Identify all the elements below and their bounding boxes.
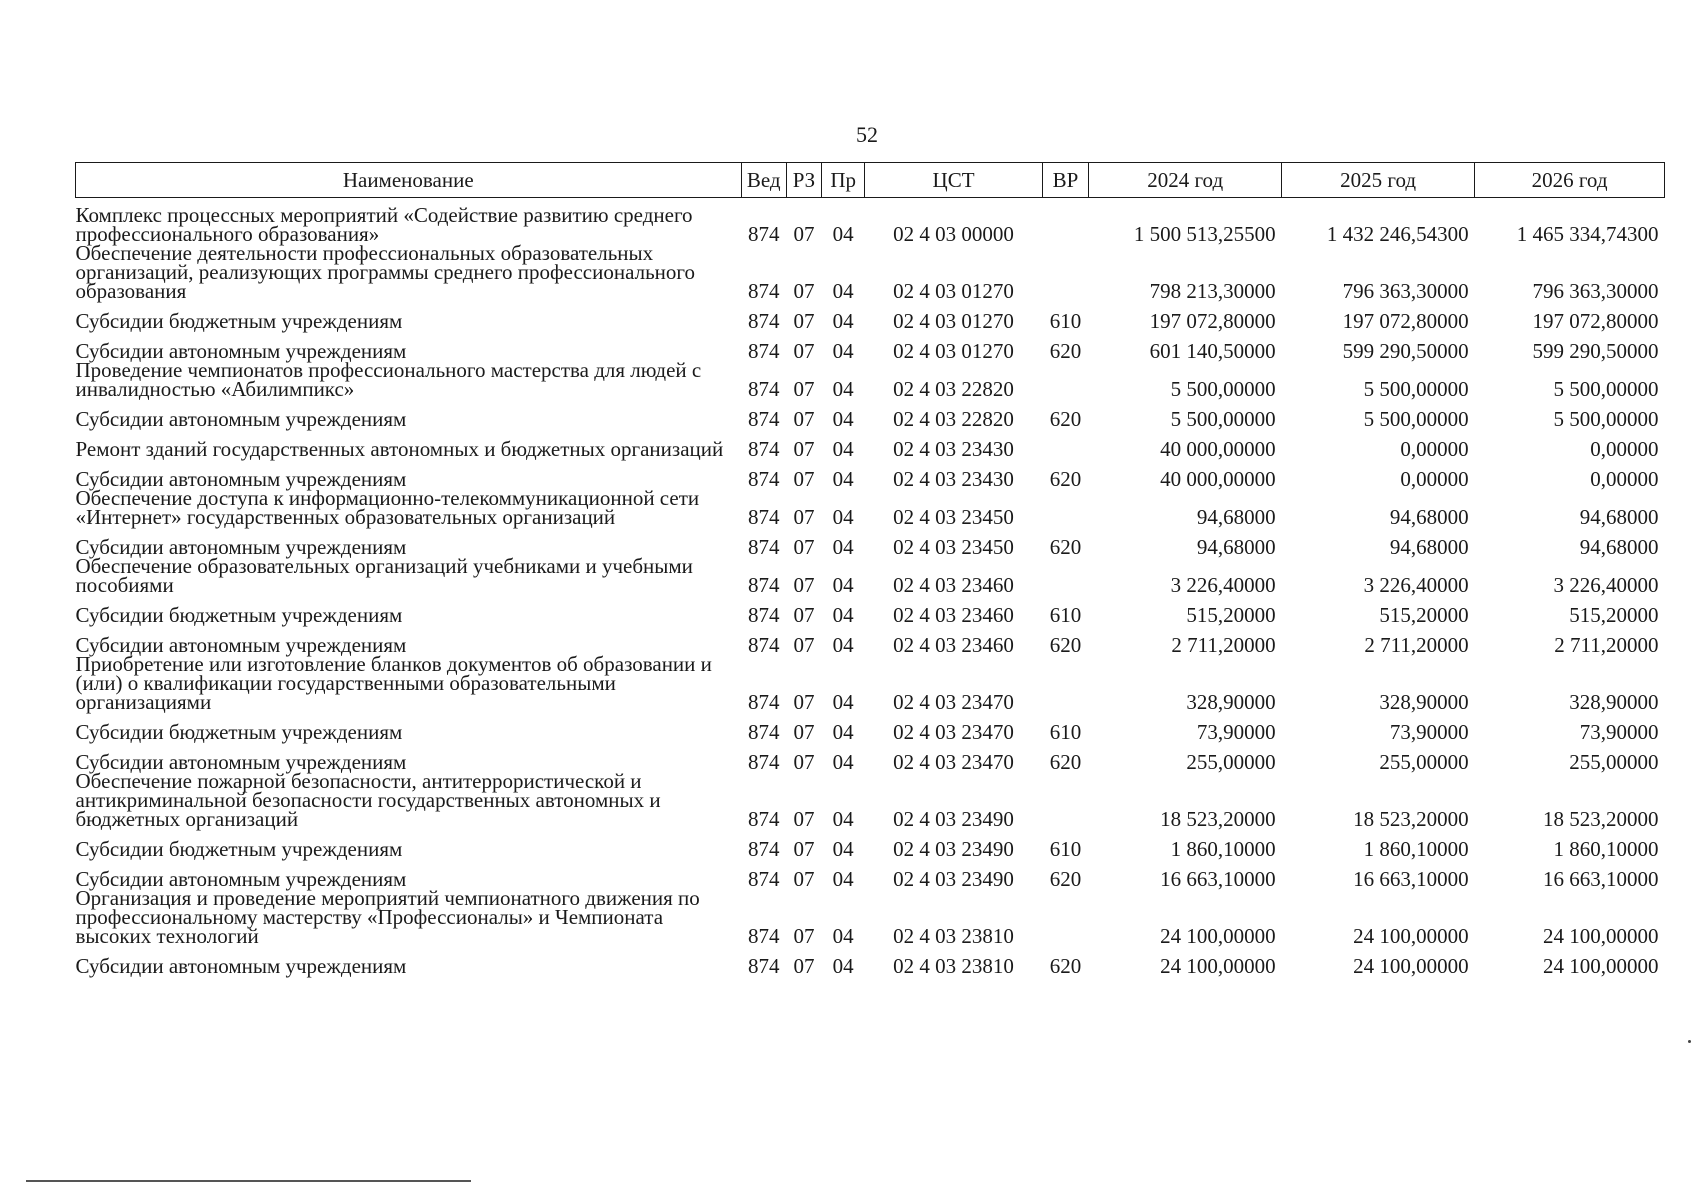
cell-ved: 874 bbox=[747, 867, 780, 891]
cell-2025: 18 523,20000 bbox=[1353, 807, 1469, 831]
cell-pr: 04 bbox=[832, 924, 854, 948]
cell-cst: 02 4 03 23490 bbox=[893, 837, 1014, 861]
header-vr: ВР bbox=[1042, 163, 1088, 198]
cell-vr: 620 bbox=[1049, 535, 1082, 559]
cell-ved: 874 bbox=[747, 377, 780, 401]
cell-ved: 874 bbox=[747, 222, 780, 246]
cell-2024: 94,68000 bbox=[1196, 505, 1276, 529]
page-number: 52 bbox=[856, 122, 878, 147]
cell-2025: 24 100,00000 bbox=[1353, 924, 1469, 948]
cell-ved: 874 bbox=[747, 505, 780, 529]
cell-pr: 04 bbox=[832, 377, 854, 401]
cell-2025: 255,00000 bbox=[1379, 750, 1469, 774]
cell-cst: 02 4 03 23810 bbox=[893, 924, 1014, 948]
header-2026: 2026 год bbox=[1475, 163, 1665, 198]
cell-cst: 02 4 03 01270 bbox=[893, 309, 1014, 333]
cell-ved: 874 bbox=[747, 339, 780, 363]
cell-2024: 255,00000 bbox=[1186, 750, 1276, 774]
cell-ved: 874 bbox=[747, 690, 780, 714]
cell-vr: 620 bbox=[1049, 750, 1082, 774]
cell-cst: 02 4 03 01270 bbox=[893, 339, 1014, 363]
cell-pr: 04 bbox=[832, 954, 854, 978]
cell-cst: 02 4 03 00000 bbox=[893, 222, 1014, 246]
cell-2024: 18 523,20000 bbox=[1160, 807, 1276, 831]
cell-name: Субсидии автономным учреждениям bbox=[75, 407, 407, 431]
cell-vr: 620 bbox=[1049, 867, 1082, 891]
header-name: Наименование bbox=[76, 163, 742, 198]
cell-vr: 610 bbox=[1049, 309, 1082, 333]
cell-ved: 874 bbox=[747, 807, 780, 831]
cell-pr: 04 bbox=[832, 807, 854, 831]
table-header-row bbox=[76, 163, 1665, 198]
header-ved: Вед bbox=[741, 163, 786, 198]
cell-ved: 874 bbox=[747, 954, 780, 978]
cell-rz: 07 bbox=[793, 222, 815, 246]
table-body bbox=[76, 198, 1665, 977]
cell-2026: 16 663,10000 bbox=[1543, 867, 1659, 891]
cell-cst: 02 4 03 23460 bbox=[893, 603, 1014, 627]
cell-2024: 5 500,00000 bbox=[1170, 407, 1276, 431]
cell-2026: 5 500,00000 bbox=[1553, 377, 1659, 401]
cell-ved: 874 bbox=[747, 573, 780, 597]
cell-pr: 04 bbox=[832, 407, 854, 431]
cell-2026: 24 100,00000 bbox=[1543, 924, 1659, 948]
cell-name: Субсидии бюджетным учреждениям bbox=[75, 603, 403, 627]
cell-pr: 04 bbox=[832, 279, 854, 303]
cell-name: Субсидии бюджетным учреждениям bbox=[75, 837, 403, 861]
cell-vr bbox=[1042, 429, 1088, 459]
cell-2026: 2 711,20000 bbox=[1554, 633, 1659, 657]
cell-rz: 07 bbox=[793, 924, 815, 948]
cell-cst: 02 4 03 01270 bbox=[893, 279, 1014, 303]
cell-vr: 620 bbox=[1049, 633, 1082, 657]
cell-2024: 5 500,00000 bbox=[1170, 377, 1276, 401]
table-row bbox=[76, 459, 1665, 489]
table-row bbox=[76, 429, 1665, 459]
cell-rz: 07 bbox=[793, 339, 815, 363]
header-pr: Пр bbox=[821, 163, 864, 198]
cell-vr: 620 bbox=[1049, 339, 1082, 363]
scan-dot bbox=[1688, 1040, 1691, 1043]
cell-cst: 02 4 03 23490 bbox=[893, 867, 1014, 891]
cell-name: Субсидии автономным учреждениям bbox=[75, 750, 407, 774]
cell-name: Обеспечение пожарной безопасности, антитеррористической и антикриминальной безопасности государственных автономных и бюджетных организаций bbox=[75, 769, 661, 831]
cell-vr: 610 bbox=[1049, 603, 1082, 627]
cell-2024: 94,68000 bbox=[1196, 535, 1276, 559]
table-row bbox=[76, 772, 1665, 829]
cell-2026: 73,90000 bbox=[1579, 720, 1659, 744]
cell-2024: 40 000,00000 bbox=[1160, 437, 1276, 461]
cell-2025: 599 290,50000 bbox=[1342, 339, 1469, 363]
cell-name: Субсидии бюджетным учреждениям bbox=[75, 720, 403, 744]
cell-2025: 796 363,30000 bbox=[1342, 279, 1469, 303]
cell-pr: 04 bbox=[832, 339, 854, 363]
cell-vr bbox=[1042, 489, 1088, 527]
cell-vr: 620 bbox=[1049, 407, 1082, 431]
header-2024: 2024 год bbox=[1089, 163, 1282, 198]
cell-name: Организация и проведение мероприятий чемпионатного движения по профессиональному мастерству «Профессионалы» и Чемпионата высоких технологий bbox=[75, 886, 700, 948]
cell-ved: 874 bbox=[747, 837, 780, 861]
cell-cst: 02 4 03 23490 bbox=[893, 807, 1014, 831]
cell-rz: 07 bbox=[793, 279, 815, 303]
cell-cst: 02 4 03 23430 bbox=[893, 437, 1014, 461]
cell-cst: 02 4 03 23810 bbox=[893, 954, 1014, 978]
cell-2025: 0,00000 bbox=[1400, 437, 1469, 461]
cell-2024: 515,20000 bbox=[1186, 603, 1276, 627]
cell-2025: 328,90000 bbox=[1379, 690, 1469, 714]
cell-pr: 04 bbox=[832, 505, 854, 529]
cell-2026: 515,20000 bbox=[1569, 603, 1659, 627]
table-row bbox=[76, 655, 1665, 712]
cell-rz: 07 bbox=[793, 535, 815, 559]
cell-name: Ремонт зданий государственных автономных и бюджетных организаций bbox=[75, 437, 724, 461]
cell-rz: 07 bbox=[793, 309, 815, 333]
cell-2025: 73,90000 bbox=[1389, 720, 1469, 744]
table-row bbox=[76, 557, 1665, 595]
cell-2025: 3 226,40000 bbox=[1363, 573, 1469, 597]
cell-2024: 601 140,50000 bbox=[1149, 339, 1276, 363]
header-2025: 2025 год bbox=[1282, 163, 1475, 198]
cell-2025: 0,00000 bbox=[1400, 467, 1469, 491]
cell-ved: 874 bbox=[747, 750, 780, 774]
cell-name: Субсидии автономным учреждениям bbox=[75, 954, 407, 978]
cell-ved: 874 bbox=[747, 720, 780, 744]
cell-vr bbox=[1042, 772, 1088, 829]
cell-name: Проведение чемпионатов профессионального мастерства для людей с инвалидностью «Абилимпикс» bbox=[75, 358, 702, 401]
cell-2024: 40 000,00000 bbox=[1160, 467, 1276, 491]
cell-2026: 3 226,40000 bbox=[1553, 573, 1659, 597]
header-cst: ЦСТ bbox=[865, 163, 1042, 198]
cell-2026: 1 465 334,74300 bbox=[1516, 222, 1659, 246]
cell-2025: 94,68000 bbox=[1389, 505, 1469, 529]
table-row bbox=[76, 889, 1665, 946]
cell-2024: 328,90000 bbox=[1186, 690, 1276, 714]
cell-pr: 04 bbox=[832, 467, 854, 491]
cell-2026: 24 100,00000 bbox=[1543, 954, 1659, 978]
cell-ved: 874 bbox=[747, 603, 780, 627]
cell-name: Субсидии автономным учреждениям bbox=[75, 633, 407, 657]
cell-name: Приобретение или изготовление бланков документов об образовании и (или) о квалификации государственными образовательными организациями bbox=[75, 652, 712, 714]
cell-2025: 16 663,10000 bbox=[1353, 867, 1469, 891]
cell-rz: 07 bbox=[793, 720, 815, 744]
cell-pr: 04 bbox=[832, 633, 854, 657]
cell-pr: 04 bbox=[832, 309, 854, 333]
cell-rz: 07 bbox=[793, 954, 815, 978]
cell-name: Субсидии автономным учреждениям bbox=[75, 467, 407, 491]
cell-cst: 02 4 03 23470 bbox=[893, 720, 1014, 744]
cell-rz: 07 bbox=[793, 505, 815, 529]
cell-cst: 02 4 03 23430 bbox=[893, 467, 1014, 491]
cell-2026: 94,68000 bbox=[1579, 505, 1659, 529]
table-row bbox=[76, 946, 1665, 976]
cell-2024: 24 100,00000 bbox=[1160, 924, 1276, 948]
cell-2024: 24 100,00000 bbox=[1160, 954, 1276, 978]
cell-rz: 07 bbox=[793, 467, 815, 491]
cell-rz: 07 bbox=[793, 633, 815, 657]
cell-2026: 1 860,10000 bbox=[1553, 837, 1659, 861]
cell-rz: 07 bbox=[793, 407, 815, 431]
cell-2026: 328,90000 bbox=[1569, 690, 1659, 714]
cell-cst: 02 4 03 23450 bbox=[893, 505, 1014, 529]
cell-cst: 02 4 03 23460 bbox=[893, 633, 1014, 657]
cell-2024: 197 072,80000 bbox=[1149, 309, 1276, 333]
cell-2024: 1 860,10000 bbox=[1170, 837, 1276, 861]
cell-vr: 610 bbox=[1049, 720, 1082, 744]
cell-cst: 02 4 03 22820 bbox=[893, 407, 1014, 431]
cell-name: Обеспечение деятельности профессиональных образовательных организаций, реализующих программы среднего профессионального образования bbox=[75, 241, 695, 303]
cell-2024: 798 213,30000 bbox=[1149, 279, 1276, 303]
cell-cst: 02 4 03 23450 bbox=[893, 535, 1014, 559]
cell-2024: 16 663,10000 bbox=[1160, 867, 1276, 891]
table-row bbox=[76, 527, 1665, 557]
table-row bbox=[76, 489, 1665, 527]
table-row bbox=[76, 399, 1665, 429]
cell-ved: 874 bbox=[747, 279, 780, 303]
cell-ved: 874 bbox=[747, 407, 780, 431]
cell-rz: 07 bbox=[793, 573, 815, 597]
cell-pr: 04 bbox=[832, 837, 854, 861]
cell-2025: 2 711,20000 bbox=[1364, 633, 1469, 657]
cell-vr bbox=[1042, 557, 1088, 595]
table-row bbox=[76, 712, 1665, 742]
cell-rz: 07 bbox=[793, 837, 815, 861]
table-row bbox=[76, 595, 1665, 625]
cell-vr bbox=[1042, 655, 1088, 712]
cell-ved: 874 bbox=[747, 924, 780, 948]
table-row bbox=[76, 859, 1665, 889]
budget-table bbox=[75, 162, 1665, 976]
cell-pr: 04 bbox=[832, 603, 854, 627]
cell-2026: 0,00000 bbox=[1590, 437, 1659, 461]
cell-2026: 0,00000 bbox=[1590, 467, 1659, 491]
cell-2026: 796 363,30000 bbox=[1532, 279, 1659, 303]
cell-2025: 1 860,10000 bbox=[1363, 837, 1469, 861]
cell-2025: 5 500,00000 bbox=[1363, 407, 1469, 431]
cell-pr: 04 bbox=[832, 535, 854, 559]
table-row bbox=[76, 198, 1665, 245]
cell-pr: 04 bbox=[832, 573, 854, 597]
cell-cst: 02 4 03 22820 bbox=[893, 377, 1014, 401]
cell-vr bbox=[1042, 198, 1088, 245]
cell-name: Субсидии автономным учреждениям bbox=[75, 867, 407, 891]
cell-pr: 04 bbox=[832, 437, 854, 461]
scan-underline-fragment bbox=[26, 1180, 471, 1182]
cell-2026: 599 290,50000 bbox=[1532, 339, 1659, 363]
cell-ved: 874 bbox=[747, 535, 780, 559]
cell-2025: 24 100,00000 bbox=[1353, 954, 1469, 978]
cell-2026: 5 500,00000 bbox=[1553, 407, 1659, 431]
cell-vr bbox=[1042, 361, 1088, 399]
cell-vr: 620 bbox=[1049, 954, 1082, 978]
cell-2024: 2 711,20000 bbox=[1171, 633, 1276, 657]
table-row bbox=[76, 625, 1665, 655]
table-row bbox=[76, 829, 1665, 859]
cell-vr: 620 bbox=[1049, 467, 1082, 491]
cell-rz: 07 bbox=[793, 750, 815, 774]
table-row bbox=[76, 361, 1665, 399]
cell-pr: 04 bbox=[832, 750, 854, 774]
cell-ved: 874 bbox=[747, 309, 780, 333]
cell-2026: 94,68000 bbox=[1579, 535, 1659, 559]
cell-pr: 04 bbox=[832, 690, 854, 714]
cell-rz: 07 bbox=[793, 690, 815, 714]
cell-name: Субсидии автономным учреждениям bbox=[75, 535, 407, 559]
cell-2025: 1 432 246,54300 bbox=[1326, 222, 1469, 246]
cell-rz: 07 bbox=[793, 377, 815, 401]
table-row bbox=[76, 244, 1665, 301]
cell-2026: 255,00000 bbox=[1569, 750, 1659, 774]
cell-rz: 07 bbox=[793, 807, 815, 831]
cell-2025: 5 500,00000 bbox=[1363, 377, 1469, 401]
cell-name: Обеспечение доступа к информационно-телекоммуникационной сети «Интернет» государственных образовательных организаций bbox=[75, 486, 700, 529]
cell-2026: 197 072,80000 bbox=[1532, 309, 1659, 333]
cell-cst: 02 4 03 23460 bbox=[893, 573, 1014, 597]
cell-vr bbox=[1042, 889, 1088, 946]
cell-2025: 197 072,80000 bbox=[1342, 309, 1469, 333]
table-row bbox=[76, 742, 1665, 772]
cell-name: Субсидии бюджетным учреждениям bbox=[75, 309, 403, 333]
cell-vr bbox=[1042, 244, 1088, 301]
cell-ved: 874 bbox=[747, 633, 780, 657]
cell-rz: 07 bbox=[793, 437, 815, 461]
cell-pr: 04 bbox=[832, 867, 854, 891]
cell-rz: 07 bbox=[793, 867, 815, 891]
cell-rz: 07 bbox=[793, 603, 815, 627]
header-rz: РЗ bbox=[786, 163, 821, 198]
cell-2025: 515,20000 bbox=[1379, 603, 1469, 627]
cell-2026: 18 523,20000 bbox=[1543, 807, 1659, 831]
cell-vr: 610 bbox=[1049, 837, 1082, 861]
cell-ved: 874 bbox=[747, 437, 780, 461]
cell-2024: 3 226,40000 bbox=[1170, 573, 1276, 597]
cell-pr: 04 bbox=[832, 222, 854, 246]
cell-pr: 04 bbox=[832, 720, 854, 744]
cell-cst: 02 4 03 23470 bbox=[893, 690, 1014, 714]
cell-ved: 874 bbox=[747, 467, 780, 491]
cell-2024: 1 500 513,25500 bbox=[1133, 222, 1276, 246]
cell-name: Обеспечение образовательных организаций учебниками и учебными пособиями bbox=[75, 554, 693, 597]
cell-name: Субсидии автономным учреждениям bbox=[75, 339, 407, 363]
cell-2024: 73,90000 bbox=[1196, 720, 1276, 744]
cell-cst: 02 4 03 23470 bbox=[893, 750, 1014, 774]
cell-2025: 94,68000 bbox=[1389, 535, 1469, 559]
table-row bbox=[76, 301, 1665, 331]
cell-name: Комплекс процессных мероприятий «Содействие развитию среднего профессионального образования» bbox=[75, 203, 693, 246]
table-row bbox=[76, 331, 1665, 361]
